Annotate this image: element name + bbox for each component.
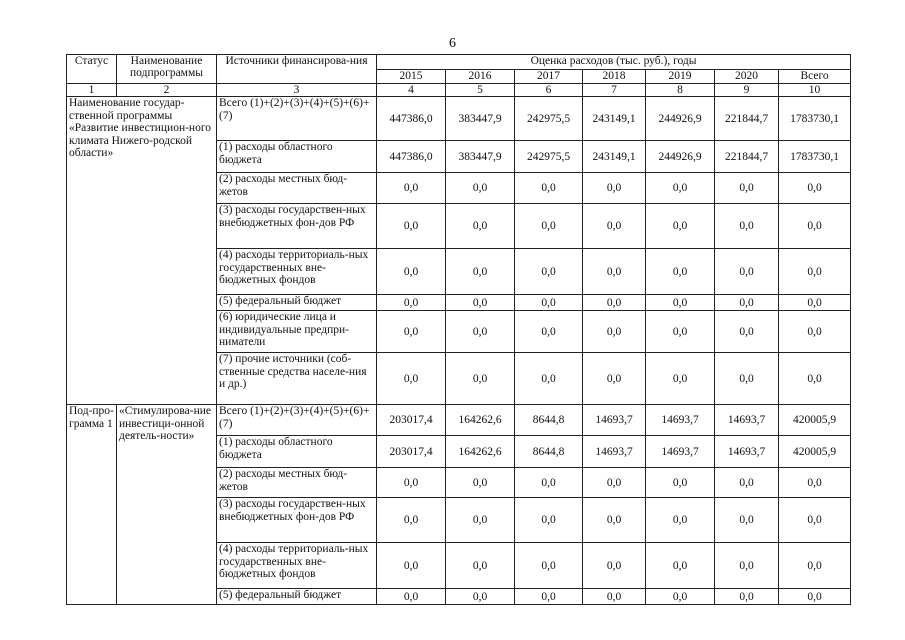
total-value-cell: 0,0 xyxy=(779,353,851,405)
value-cell: 0,0 xyxy=(646,249,715,295)
column-number: 10 xyxy=(779,84,851,97)
value-cell: 0,0 xyxy=(715,173,779,204)
value-cell: 0,0 xyxy=(646,543,715,589)
page-number: 6 xyxy=(449,36,456,51)
value-cell: 14693,7 xyxy=(646,405,715,436)
value-cell: 0,0 xyxy=(715,589,779,605)
year-header: 2018 xyxy=(583,70,646,84)
status-header: Статус xyxy=(67,55,117,84)
table-row xyxy=(67,97,851,141)
total-value-cell: 0,0 xyxy=(779,295,851,311)
total-value-cell: 0,0 xyxy=(779,543,851,589)
value-cell: 383447,9 xyxy=(446,141,515,173)
year-header: 2015 xyxy=(377,70,446,84)
value-cell: 0,0 xyxy=(515,468,583,498)
value-cell: 221844,7 xyxy=(715,97,779,141)
value-cell: 0,0 xyxy=(446,311,515,353)
value-cell: 244926,9 xyxy=(646,141,715,173)
value-cell: 0,0 xyxy=(515,173,583,204)
value-cell: 0,0 xyxy=(715,204,779,249)
estimate-header: Оценка расходов (тыс. руб.), годы xyxy=(377,55,851,70)
value-cell: 0,0 xyxy=(515,249,583,295)
total-value-cell: 0,0 xyxy=(779,311,851,353)
value-cell: 0,0 xyxy=(377,498,446,543)
value-cell: 0,0 xyxy=(377,204,446,249)
value-cell: 0,0 xyxy=(446,353,515,405)
value-cell: 14693,7 xyxy=(715,436,779,468)
column-number: 1 xyxy=(67,84,117,97)
value-cell: 0,0 xyxy=(646,498,715,543)
value-cell: 0,0 xyxy=(646,173,715,204)
total-value-cell: 0,0 xyxy=(779,204,851,249)
year-header: 2019 xyxy=(646,70,715,84)
value-cell: 0,0 xyxy=(515,295,583,311)
value-cell: 0,0 xyxy=(377,173,446,204)
value-cell: 164262,6 xyxy=(446,436,515,468)
total-value-cell: 0,0 xyxy=(779,173,851,204)
value-cell: 221844,7 xyxy=(715,141,779,173)
value-cell: 0,0 xyxy=(377,295,446,311)
column-number: 8 xyxy=(646,84,715,97)
value-cell: 0,0 xyxy=(446,249,515,295)
value-cell: 447386,0 xyxy=(377,97,446,141)
value-cell: 0,0 xyxy=(583,468,646,498)
value-cell: 0,0 xyxy=(583,498,646,543)
total-value-cell: 0,0 xyxy=(779,589,851,605)
total-value-cell: 0,0 xyxy=(779,468,851,498)
value-cell: 0,0 xyxy=(515,543,583,589)
table-row xyxy=(67,405,851,436)
value-cell: 0,0 xyxy=(515,311,583,353)
value-cell: 383447,9 xyxy=(446,97,515,141)
value-cell: 0,0 xyxy=(646,295,715,311)
value-cell: 0,0 xyxy=(515,353,583,405)
value-cell: 0,0 xyxy=(715,498,779,543)
column-number: 4 xyxy=(377,84,446,97)
value-cell: 14693,7 xyxy=(583,405,646,436)
column-number: 2 xyxy=(117,84,217,97)
value-cell: 0,0 xyxy=(715,295,779,311)
value-cell: 0,0 xyxy=(646,204,715,249)
status-cell: Под-про-грамма 1 xyxy=(67,405,117,605)
value-cell: 0,0 xyxy=(715,311,779,353)
column-number: 3 xyxy=(217,84,377,97)
source-cell: (2) расходы местных бюд-жетов xyxy=(217,173,377,204)
value-cell: 0,0 xyxy=(377,543,446,589)
value-cell: 0,0 xyxy=(446,173,515,204)
value-cell: 164262,6 xyxy=(446,405,515,436)
value-cell: 14693,7 xyxy=(583,436,646,468)
value-cell: 0,0 xyxy=(446,589,515,605)
value-cell: 244926,9 xyxy=(646,97,715,141)
value-cell: 0,0 xyxy=(715,249,779,295)
expense-table xyxy=(66,54,851,605)
value-cell: 0,0 xyxy=(446,498,515,543)
value-cell: 8644,8 xyxy=(515,436,583,468)
value-cell: 203017,4 xyxy=(377,436,446,468)
value-cell: 0,0 xyxy=(715,353,779,405)
value-cell: 0,0 xyxy=(377,249,446,295)
year-header: 2017 xyxy=(515,70,583,84)
value-cell: 0,0 xyxy=(646,311,715,353)
value-cell: 0,0 xyxy=(515,498,583,543)
source-cell: (6) юридические лица и индивидуальные предпри-ниматели xyxy=(217,311,377,353)
value-cell: 243149,1 xyxy=(583,97,646,141)
value-cell: 0,0 xyxy=(446,468,515,498)
status-cell: Наименование государ-ственной программы «Развитие инвестицион-ного климата Нижего-родской области» xyxy=(67,97,217,405)
value-cell: 0,0 xyxy=(377,353,446,405)
value-cell: 0,0 xyxy=(646,589,715,605)
value-cell: 0,0 xyxy=(583,204,646,249)
sources-header: Источники финансирова-ния xyxy=(217,55,377,84)
value-cell: 8644,8 xyxy=(515,405,583,436)
value-cell: 242975,5 xyxy=(515,97,583,141)
value-cell: 0,0 xyxy=(715,468,779,498)
value-cell: 0,0 xyxy=(377,589,446,605)
value-cell: 0,0 xyxy=(583,589,646,605)
total-header: Всего xyxy=(779,70,851,84)
table-body xyxy=(67,55,851,605)
value-cell: 0,0 xyxy=(583,295,646,311)
source-cell: (3) расходы государствен-ных внебюджетных фон-дов РФ xyxy=(217,498,377,543)
value-cell: 242975,5 xyxy=(515,141,583,173)
value-cell: 0,0 xyxy=(446,295,515,311)
value-cell: 0,0 xyxy=(646,468,715,498)
header-row xyxy=(67,55,851,70)
source-cell: (3) расходы государствен-ных внебюджетных фон-дов РФ xyxy=(217,204,377,249)
value-cell: 14693,7 xyxy=(715,405,779,436)
value-cell: 203017,4 xyxy=(377,405,446,436)
source-cell: (5) федеральный бюджет xyxy=(217,295,377,311)
value-cell: 243149,1 xyxy=(583,141,646,173)
value-cell: 14693,7 xyxy=(646,436,715,468)
value-cell: 0,0 xyxy=(583,353,646,405)
value-cell: 0,0 xyxy=(446,204,515,249)
column-number: 6 xyxy=(515,84,583,97)
subprogram-header: Наименование подпрограммы xyxy=(117,55,217,84)
total-value-cell: 0,0 xyxy=(779,498,851,543)
source-cell: (1) расходы областного бюджета xyxy=(217,436,377,468)
total-value-cell: 420005,9 xyxy=(779,405,851,436)
source-cell: (2) расходы местных бюд-жетов xyxy=(217,468,377,498)
value-cell: 0,0 xyxy=(583,249,646,295)
source-cell: Всего (1)+(2)+(3)+(4)+(5)+(6)+(7) xyxy=(217,97,377,141)
column-number: 9 xyxy=(715,84,779,97)
source-cell: (4) расходы территориаль-ных государственных вне-бюджетных фондов xyxy=(217,249,377,295)
subprogram-cell: «Стимулирова-ние инвестици-онной деятель-ности» xyxy=(117,405,217,605)
source-cell: (4) расходы территориаль-ных государственных вне-бюджетных фондов xyxy=(217,543,377,589)
total-value-cell: 1783730,1 xyxy=(779,141,851,173)
value-cell: 0,0 xyxy=(646,353,715,405)
value-cell: 0,0 xyxy=(377,468,446,498)
source-cell: Всего (1)+(2)+(3)+(4)+(5)+(6)+(7) xyxy=(217,405,377,436)
value-cell: 0,0 xyxy=(515,204,583,249)
value-cell: 0,0 xyxy=(715,543,779,589)
column-number: 7 xyxy=(583,84,646,97)
value-cell: 0,0 xyxy=(583,311,646,353)
source-cell: (7) прочие источники (соб-ственные средства населе-ния и др.) xyxy=(217,353,377,405)
value-cell: 0,0 xyxy=(583,173,646,204)
total-value-cell: 420005,9 xyxy=(779,436,851,468)
column-numbers-row xyxy=(67,84,851,97)
column-number: 5 xyxy=(446,84,515,97)
total-value-cell: 0,0 xyxy=(779,249,851,295)
value-cell: 0,0 xyxy=(377,311,446,353)
value-cell: 447386,0 xyxy=(377,141,446,173)
value-cell: 0,0 xyxy=(583,543,646,589)
source-cell: (5) федеральный бюджет xyxy=(217,589,377,605)
value-cell: 0,0 xyxy=(446,543,515,589)
value-cell: 0,0 xyxy=(515,589,583,605)
year-header: 2016 xyxy=(446,70,515,84)
total-value-cell: 1783730,1 xyxy=(779,97,851,141)
source-cell: (1) расходы областного бюджета xyxy=(217,141,377,173)
year-header: 2020 xyxy=(715,70,779,84)
